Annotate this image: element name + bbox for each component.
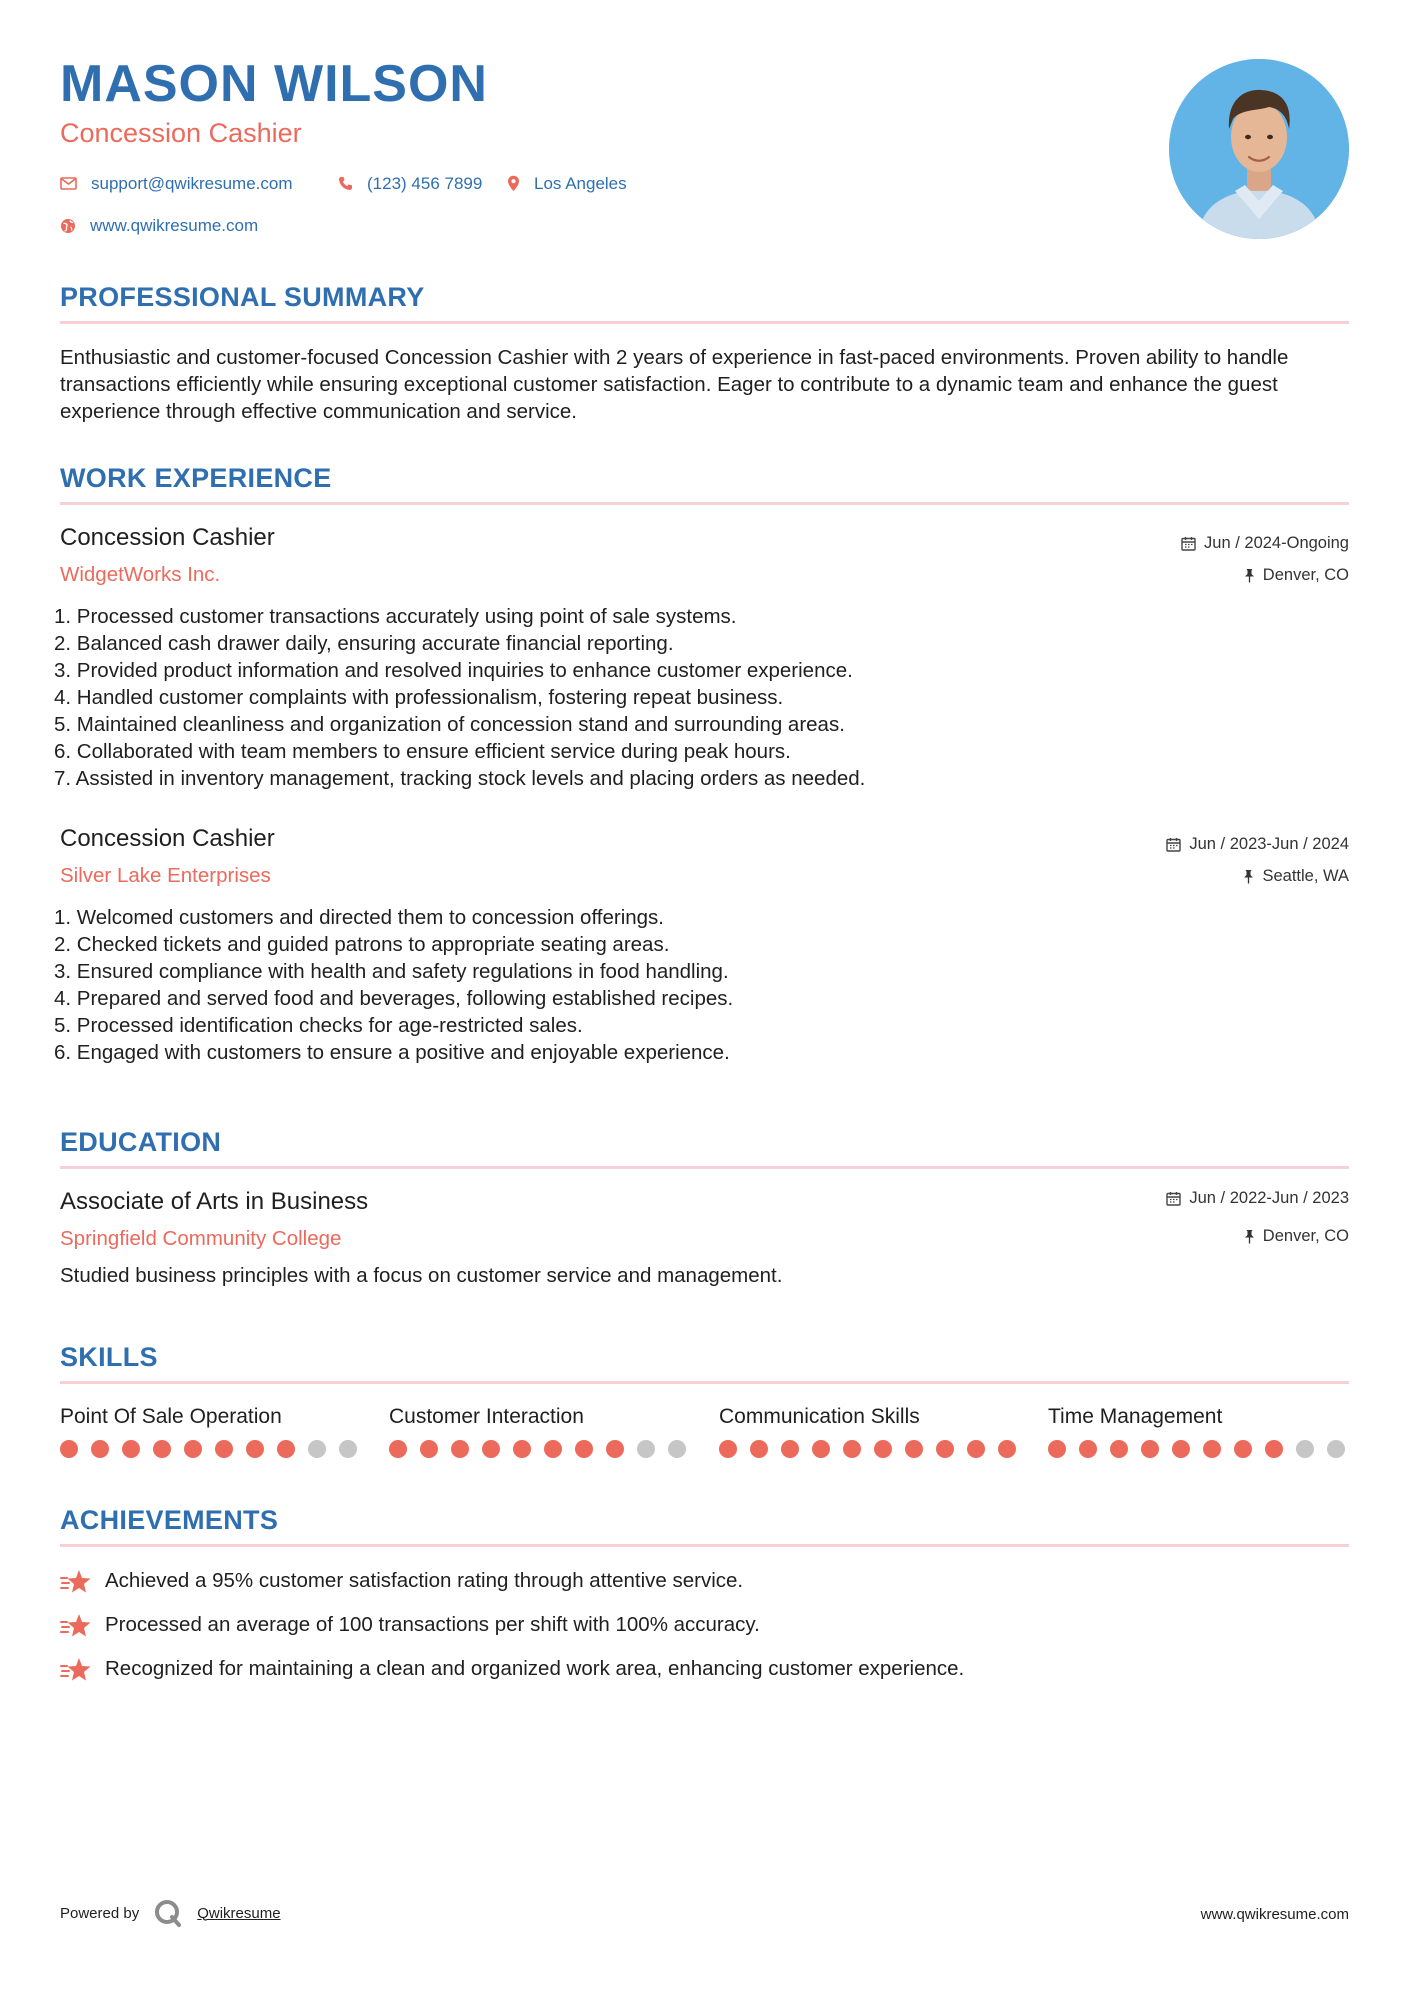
skill-3-name: Communication Skills — [719, 1405, 920, 1428]
rating-dot-filled — [874, 1440, 892, 1458]
achievement-item — [60, 1612, 760, 1639]
rating-dot-filled — [513, 1440, 531, 1458]
skill-2-name: Customer Interaction — [389, 1405, 584, 1428]
map-pin-icon — [507, 175, 520, 192]
contact-website[interactable] — [60, 217, 258, 234]
skill-1-rating — [60, 1440, 357, 1458]
job-1-company: WidgetWorks Inc. — [60, 563, 221, 586]
rating-dot-filled — [482, 1440, 500, 1458]
rating-dot-filled — [1110, 1440, 1128, 1458]
rating-dot-filled — [389, 1440, 407, 1458]
candidate-role: Concession Cashier — [60, 118, 302, 148]
skills-divider — [60, 1381, 1349, 1384]
job-1-location-text: Denver, CO — [1262, 566, 1349, 584]
job-1-dates-text: Jun / 2024-Ongoing — [1204, 534, 1349, 552]
skills-heading: SKILLS — [60, 1342, 158, 1372]
calendar-icon — [1166, 837, 1181, 852]
education-divider — [60, 1166, 1349, 1169]
pushpin-icon — [1243, 869, 1254, 884]
footer-website[interactable]: www.qwikresume.com — [1200, 1906, 1349, 1923]
rating-dot-filled — [544, 1440, 562, 1458]
job-2-company: Silver Lake Enterprises — [60, 864, 271, 887]
rating-dot-filled — [420, 1440, 438, 1458]
globe-icon — [60, 218, 76, 234]
phone-text: (123) 456 7899 — [367, 174, 483, 193]
education-degree: Associate of Arts in Business — [60, 1188, 369, 1215]
rating-dot-filled — [60, 1440, 78, 1458]
calendar-icon — [1181, 536, 1196, 551]
job-1-title: Concession Cashier — [60, 524, 275, 551]
list-item: 1. Processed customer transactions accurately using point of sale systems. — [54, 605, 737, 628]
skill-2-rating — [389, 1440, 686, 1458]
rating-dot-filled — [719, 1440, 737, 1458]
profile-photo — [1169, 59, 1349, 239]
achievements-heading: ACHIEVEMENTS — [60, 1505, 279, 1535]
education-dates — [1166, 1190, 1349, 1207]
rating-dot-filled — [936, 1440, 954, 1458]
rating-dot-filled — [1141, 1440, 1159, 1458]
achievement-item — [60, 1656, 964, 1683]
mail-icon — [60, 177, 77, 190]
job-2-location — [1243, 868, 1349, 885]
list-item: 3. Ensured compliance with health and safety regulations in food handling. — [54, 960, 729, 983]
avatar-illustration — [1169, 59, 1349, 239]
shooting-star-icon — [60, 1568, 93, 1595]
rating-dot-filled — [1203, 1440, 1221, 1458]
education-heading: EDUCATION — [60, 1127, 222, 1157]
list-item: 5. Processed identification checks for age-restricted sales. — [54, 1014, 583, 1037]
rating-dot-empty — [1327, 1440, 1345, 1458]
rating-dot-filled — [184, 1440, 202, 1458]
qwikresume-link[interactable]: Qwikresume — [197, 1904, 281, 1922]
rating-dot-filled — [1172, 1440, 1190, 1458]
summary-divider — [60, 321, 1349, 324]
job-1-dates — [1181, 535, 1349, 552]
pushpin-icon — [1244, 568, 1255, 583]
rating-dot-filled — [1048, 1440, 1066, 1458]
achievement-text: Processed an average of 100 transactions per shift with 100% accuracy. — [105, 1613, 760, 1637]
skill-4-rating — [1048, 1440, 1345, 1458]
rating-dot-filled — [451, 1440, 469, 1458]
rating-dot-filled — [575, 1440, 593, 1458]
pushpin-icon — [1244, 1229, 1255, 1244]
job-1-bullets — [54, 603, 865, 792]
contact-email[interactable] — [60, 175, 293, 192]
list-item: 7. Assisted in inventory management, tracking stock levels and placing orders as needed. — [54, 767, 866, 790]
rating-dot-filled — [122, 1440, 140, 1458]
rating-dot-filled — [91, 1440, 109, 1458]
rating-dot-filled — [606, 1440, 624, 1458]
list-item: 5. Maintained cleanliness and organization of concession stand and surrounding areas. — [54, 713, 845, 736]
rating-dot-filled — [1265, 1440, 1283, 1458]
summary-text: Enthusiastic and customer-focused Concession Cashier with 2 years of experience in fast-paced environments. Proven ability to handle transactions efficiently while ensuring exceptional customer satisfaction. Eager to contribute to a dynamic team and enhance the guest experience through effective communication and service. — [60, 346, 1289, 423]
job-2-dates — [1166, 836, 1349, 853]
skill-4-name: Time Management — [1048, 1405, 1223, 1428]
skill-3-rating — [719, 1440, 1016, 1458]
shooting-star-icon — [60, 1612, 93, 1639]
achievement-item — [60, 1568, 743, 1595]
list-item: 2. Checked tickets and guided patrons to appropriate seating areas. — [54, 933, 670, 956]
rating-dot-filled — [1079, 1440, 1097, 1458]
education-location — [1244, 1228, 1349, 1245]
skill-1-name: Point Of Sale Operation — [60, 1405, 282, 1428]
rating-dot-filled — [277, 1440, 295, 1458]
job-2-location-text: Seattle, WA — [1262, 867, 1349, 885]
candidate-name: MASON WILSON — [60, 55, 488, 113]
rating-dot-empty — [1296, 1440, 1314, 1458]
rating-dot-empty — [637, 1440, 655, 1458]
rating-dot-filled — [246, 1440, 264, 1458]
rating-dot-empty — [668, 1440, 686, 1458]
rating-dot-filled — [750, 1440, 768, 1458]
rating-dot-filled — [967, 1440, 985, 1458]
rating-dot-empty — [308, 1440, 326, 1458]
website-text: www.qwikresume.com — [90, 216, 259, 235]
summary-heading: PROFESSIONAL SUMMARY — [60, 282, 425, 312]
list-item: 4. Handled customer complaints with professionalism, fostering repeat business. — [54, 686, 784, 709]
education-dates-text: Jun / 2022-Jun / 2023 — [1189, 1189, 1349, 1207]
list-item: 4. Prepared and served food and beverages, following established recipes. — [54, 987, 734, 1010]
shooting-star-icon — [60, 1656, 93, 1683]
experience-divider — [60, 502, 1349, 505]
list-item: 3. Provided product information and resolved inquiries to enhance customer experience. — [54, 659, 853, 682]
list-item: 6. Collaborated with team members to ensure efficient service during peak hours. — [54, 740, 791, 763]
experience-heading: WORK EXPERIENCE — [60, 463, 332, 493]
achievement-text: Recognized for maintaining a clean and organized work area, enhancing customer experience. — [105, 1657, 965, 1681]
achievement-text: Achieved a 95% customer satisfaction rating through attentive service. — [105, 1569, 744, 1593]
rating-dot-filled — [812, 1440, 830, 1458]
rating-dot-filled — [215, 1440, 233, 1458]
education-description: Studied business principles with a focus on customer service and management. — [60, 1264, 783, 1287]
job-2-dates-text: Jun / 2023-Jun / 2024 — [1189, 835, 1349, 853]
powered-by-label: Powered by — [60, 1904, 140, 1922]
list-item: 6. Engaged with customers to ensure a positive and enjoyable experience. — [54, 1041, 730, 1064]
list-item: 2. Balanced cash drawer daily, ensuring accurate financial reporting. — [54, 632, 674, 655]
list-item: 1. Welcomed customers and directed them to concession offerings. — [54, 906, 664, 929]
education-location-text: Denver, CO — [1262, 1227, 1349, 1245]
rating-dot-filled — [1234, 1440, 1252, 1458]
education-school: Springfield Community College — [60, 1227, 342, 1250]
job-2-bullets — [54, 904, 733, 1066]
achievements-divider — [60, 1544, 1349, 1547]
footer-powered-by — [60, 1898, 281, 1928]
rating-dot-filled — [905, 1440, 923, 1458]
rating-dot-filled — [998, 1440, 1016, 1458]
rating-dot-filled — [781, 1440, 799, 1458]
calendar-icon — [1166, 1191, 1181, 1206]
email-text: support@qwikresume.com — [91, 174, 293, 193]
location-text: Los Angeles — [534, 174, 627, 193]
rating-dot-empty — [339, 1440, 357, 1458]
job-1-location — [1244, 567, 1349, 584]
rating-dot-filled — [843, 1440, 861, 1458]
qwikresume-logo-icon — [153, 1898, 183, 1928]
phone-icon — [338, 176, 353, 191]
rating-dot-filled — [153, 1440, 171, 1458]
job-2-title: Concession Cashier — [60, 825, 275, 852]
contact-location — [507, 175, 627, 192]
contact-phone[interactable] — [338, 175, 482, 192]
